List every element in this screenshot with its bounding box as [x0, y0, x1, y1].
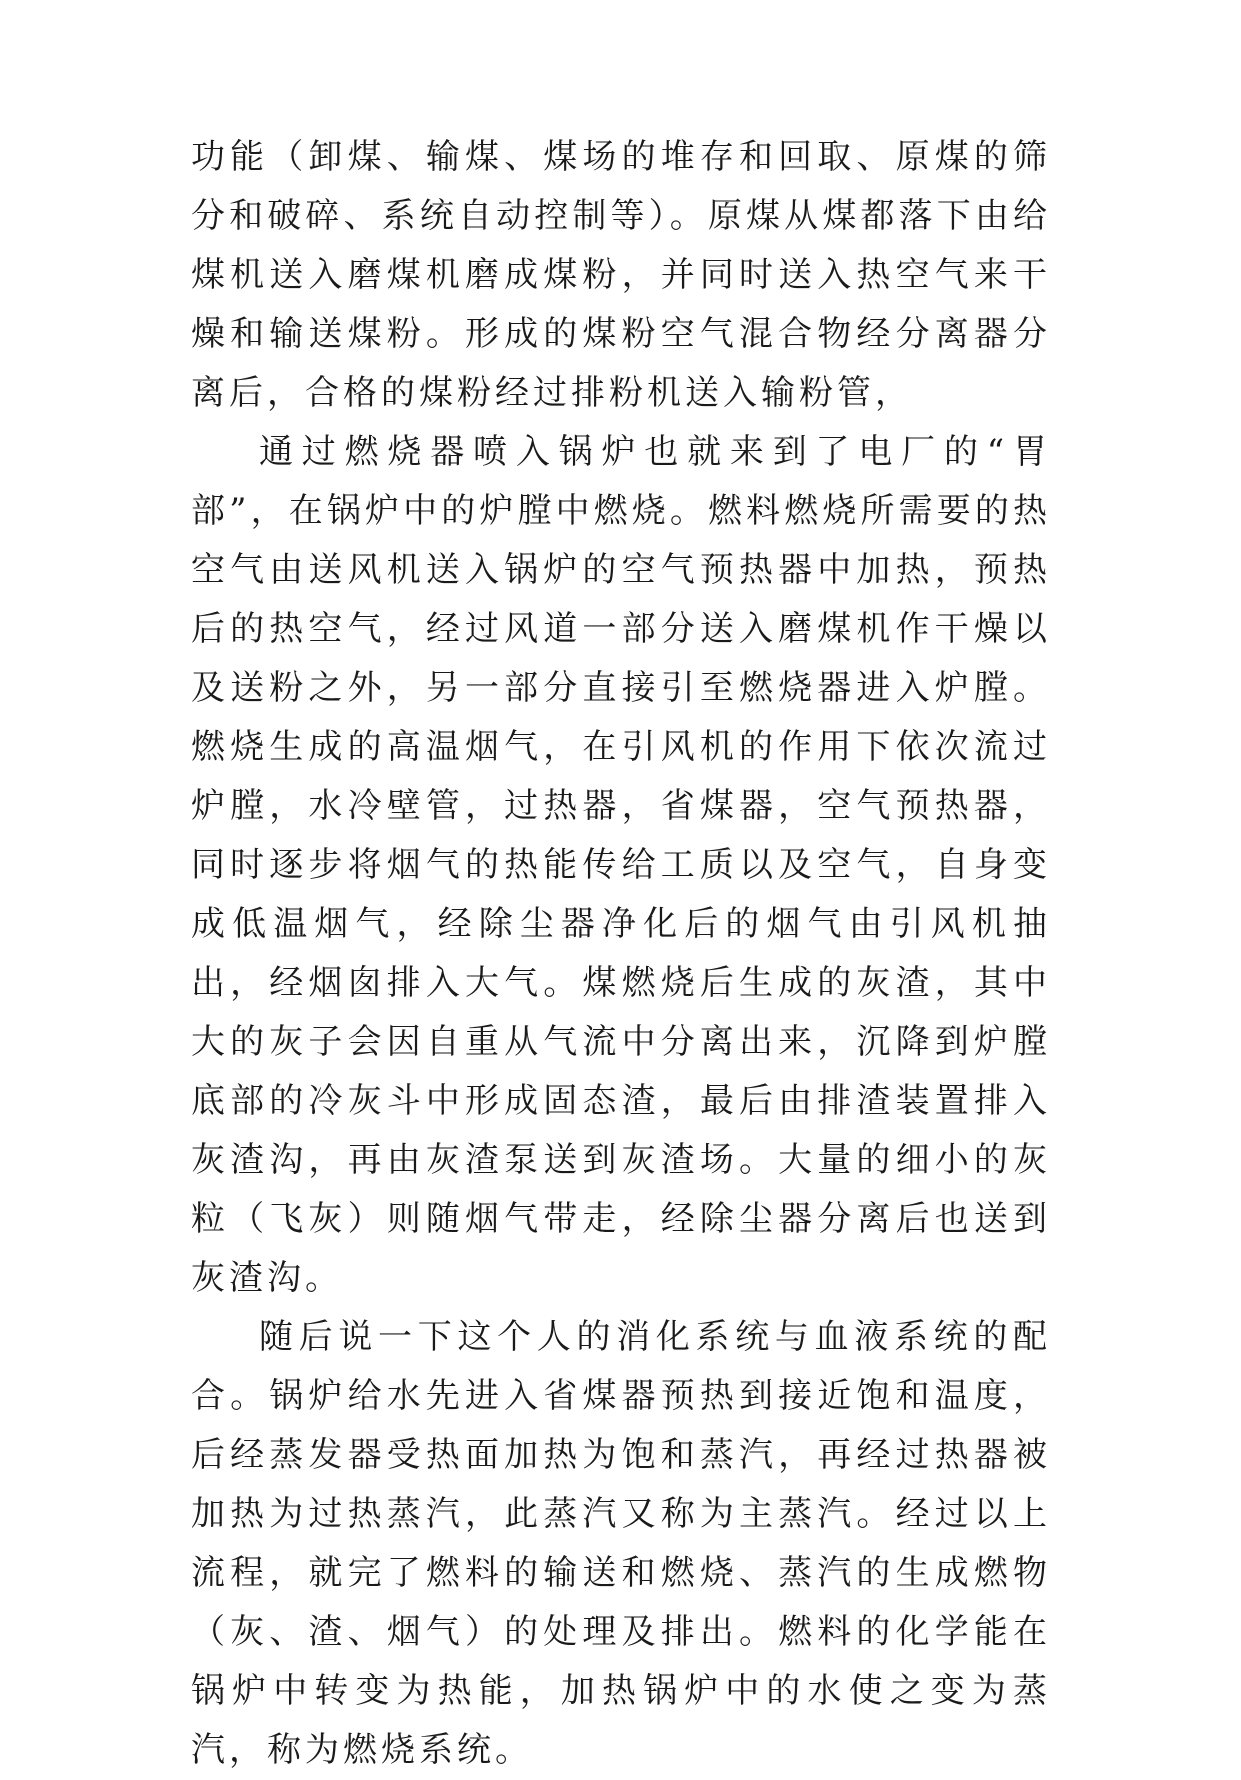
- document-body: [191, 128, 1051, 1780]
- paragraph-combustion-process: 通过燃烧器喷入锅炉也就来到了电厂的“胃部”，在锅炉中的炉膛中燃烧。燃料燃烧所需要的热空气由送风机送入锅炉的空气预热器中加热，预热后的热空气，经过风道一部分送入磨煤机作干燥以及送粉之外，另一部分直接引至燃烧器进入炉膛。燃烧生成的高温烟气，在引风机的作用下依次流过炉膛，水冷壁管，过热器，省煤器，空气预热器，同时逐步将烟气的热能传给工质以及空气，自身变成低温烟气，经除尘器净化后的烟气由引风机抽出，经烟囱排入大气。煤燃烧后生成的灰渣，其中大的灰子会因自重从气流中分离出来，沉降到炉膛底部的冷灰斗中形成固态渣，最后由排渣装置排入灰渣沟，再由灰渣泵送到灰渣场。大量的细小的灰粒（飞灰）则随烟气带走，经除尘器分离后也送到灰渣沟。: [191, 432, 1051, 1298]
- paragraph-steam-generation: 随后说一下这个人的消化系统与血液系统的配合。锅炉给水先进入省煤器预热到接近饱和温度，后经蒸发器受热面加热为饱和蒸汽，再经过热器被加热为过热蒸汽，此蒸汽又称为主蒸汽。经过以上流程，就完了燃料的输送和燃烧、蒸汽的生成燃物（灰、渣、烟气）的处理及排出。燃料的化学能在锅炉中转变为热能，加热锅炉中的水使之变为蒸汽，称为燃烧系统。: [191, 1317, 1051, 1770]
- paragraph-continued: 功能（卸煤、输煤、煤场的堆存和回取、原煤的筛分和破碎、系统自动控制等）。原煤从煤都落下由给煤机送入磨煤机磨成煤粉，并同时送入热空气来干燥和输送煤粉。形成的煤粉空气混合物经分离器分离后，合格的煤粉经过排粉机送入输粉管，: [191, 137, 1051, 413]
